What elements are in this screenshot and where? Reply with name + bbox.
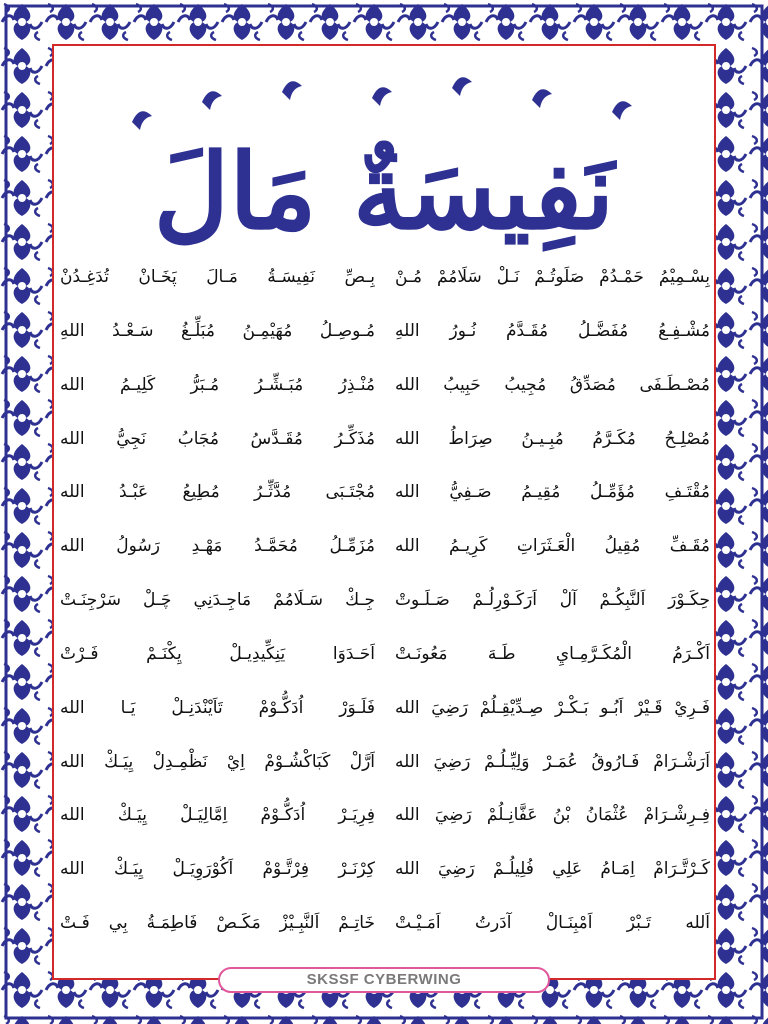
verse-line: مُصْلِـحُ مُكَـرَّمُ مُبِـيـنُ صِرَاطُ الله: [395, 428, 710, 449]
verse-line: فِرِيَـرْ اُدَكُّـوْمْ اِمَّالِيَـلْ يِيَـكْ الله: [60, 805, 375, 826]
verse-line: كِرْنَـرْ فِرْتَّـوْمْ اَكُوْرَوِيَـلْ يِيَـكْ الله: [60, 859, 375, 880]
verse-line: اَلله تَـبْرْ اَمْبِنَـالْ آدَرتُ اَمَـيْـتْ: [395, 913, 710, 934]
title-area: [52, 62, 716, 252]
verse-line: مُنْـذِرُ مُبَـشِّـرُ مُـبَرُّ كَلِيـمُ الله: [60, 374, 375, 395]
verse-line: مُقْتَـفِ مُؤَمِّـلُ مُقِيـمُ صَـفِيُّ الله: [395, 482, 710, 503]
page-title: نَفِيسَةٌ مَالَ: [153, 130, 615, 253]
verse-line: مُشْـفِـعُ مُفَضَّـلُ مُقَـدَّمُ نُـورُ اللهِ: [395, 320, 710, 341]
verse-line: مُـوصِـلُ مُهَيْمِـنُ مُبَلِّـغُ سَـعْـدُ اللهِ: [60, 320, 375, 341]
verse-line: مُذَكِّـرُ مُقَـدَّسُ مُجَابُ نَجِيُّ الله: [60, 428, 375, 449]
verse-line: فِـرِشْـرَامْ عُثْمَانُ بْنُ عَفَّانِـلُمْ رَضِيَ الله: [395, 805, 710, 826]
verse-line: مُزَمِّـلُ مُحَمَّـدُ مَهْـدِ رَسُولُ الله: [60, 536, 375, 557]
verse-line: اَرَشْـرَامْ فَـارُوقُ عُمَـرْ وَلِيِّـلُـمْ رَضِيَ الله: [395, 751, 710, 772]
verse-line: مُجْتَـبَى مُدَّثِّـرُ مُطِيعُ عَبْـدُ الله: [60, 482, 375, 503]
verse-line: بِسْـمِيْمُ حَمْـدُمْ صَلَوتُـمْ نَـلْ سَلَامُمْ مُـنْ: [395, 267, 710, 287]
verse-line: اَكْـرَمُ الْمُكَـرَّمِـايِ طَـهَ مَعُونَـتْ: [395, 643, 710, 664]
footer-credit: SKSSF CYBERWING: [218, 967, 550, 993]
verse-line: كَـرْتَّـرَامْ اِمَـامُ عَلِي فُلِيلُـمْ رَضِيَ الله: [395, 859, 710, 880]
verse-line: اَرَّلْ كَبَاكْشُـوْمْ اِيْ نَظْمِـدِلْ يِيَـكْ الله: [60, 751, 375, 772]
poem-column-left: [60, 250, 375, 950]
verse-line: مُقَـفِّ مُقِيلُ الْعَـثَرَاتِ كَرِيـمُ الله: [395, 536, 710, 557]
verse-line: فَلَـوَرْ اُدَكُّـوْمْ تَاَيْنْدَنِـلْ يَـا الله: [60, 697, 375, 718]
verse-line: حِكَـوْرَ اَلنَّبِكُـمْ آلْ اَرَكَـوْرِلُـمْ صَـلَـوتْ: [395, 590, 710, 611]
poem-body: [60, 250, 710, 950]
verse-line: اَحَـدَوَا يَنِكِّيدِيـلْ يِكْنَـمْ فَـرْتْ: [60, 643, 375, 664]
poem-column-right: [395, 250, 710, 950]
verse-line: جِـكْ سَـلَامُمْ مَاجِـدَنِي چَـلْ سَرْجِنَـتْ: [60, 590, 375, 611]
verse-line: مُصْـطَـفَى مُصَدِّقُ مُجِيبُ حَبِيبُ الله: [395, 374, 710, 395]
verse-line: خَاتِـمْ اَلنَّبِـيْزْ مَكَـصْ فَاطِمَـةُ بِي فَـتْ: [60, 913, 375, 934]
verse-line: فَـرِيْ قَـيْرْ اَبُـو بَـكْـرْ صِـدِّيْقِـلُمْ رَضِيَ الله: [395, 697, 710, 718]
verse-line: بِـصِّ نَفِيسَـةُ مَـالَ پَخَـانْ تُدَغِـدُنْ: [60, 267, 375, 287]
